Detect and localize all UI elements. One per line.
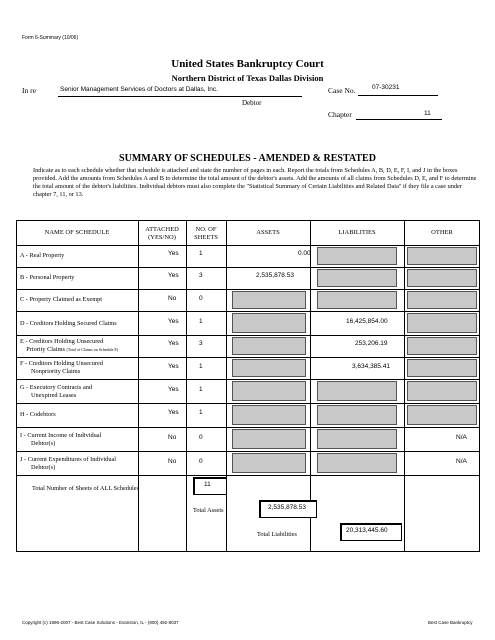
sheets-a: 1 (199, 250, 203, 257)
debtor-label: Debtor (242, 99, 262, 107)
row-divider (16, 311, 480, 312)
other-i: N/A (456, 434, 467, 441)
row-divider (16, 245, 480, 246)
header-attached-line1: ATTACHED (145, 226, 179, 233)
sheets-i: 0 (199, 434, 203, 441)
in-re-label: In re (22, 86, 36, 95)
row-name-f-line1: F - Creditors Holding Unsecured (20, 360, 103, 367)
row-name-e-priority: Priority Claims (26, 346, 65, 353)
row-divider (16, 475, 480, 476)
debtor-name: Senior Management Services of Doctors at Dallas, Inc. (60, 86, 218, 93)
header-liabilities: LIABILITIES (338, 229, 376, 236)
attached-h: Yes (168, 409, 179, 416)
row-divider (16, 335, 480, 336)
row-name-i-line2: Debtor(s) (31, 440, 56, 447)
attached-e: Yes (168, 340, 179, 347)
shaded-cell (407, 291, 477, 309)
row-name-g (20, 384, 92, 400)
attached-g: Yes (168, 386, 179, 393)
chapter-label: Chapter (328, 110, 352, 119)
assets-a: 0.00 (298, 250, 311, 257)
sheets-b: 3 (199, 272, 203, 279)
footer-copyright: Copyright (c) 1996-2007 - Best Case Solutions - Evanston, IL - (800) 492-8037 (22, 620, 179, 625)
attached-f: Yes (168, 363, 179, 370)
liabilities-e: 253,206.19 (355, 340, 388, 347)
attached-a: Yes (168, 250, 179, 257)
shaded-cell (317, 453, 397, 473)
header-sheets-line2: SHEETS (194, 234, 218, 241)
total-liabilities: 20,313,445.60 (346, 527, 388, 534)
shaded-cell (232, 291, 306, 309)
row-name-e-line2 (20, 346, 118, 354)
shaded-cell (407, 313, 477, 333)
court-title: United States Bankruptcy Court (171, 58, 324, 70)
shaded-cell (317, 291, 397, 309)
row-divider (16, 289, 480, 290)
shaded-cell (232, 313, 306, 333)
row-name-c: C - Property Claimed as Exempt (20, 296, 103, 303)
debtor-underline (58, 96, 302, 97)
col-divider (138, 220, 139, 552)
row-divider (16, 451, 480, 452)
attached-d: Yes (168, 318, 179, 325)
shaded-cell (317, 429, 397, 449)
header-sheets (186, 226, 226, 242)
shaded-cell (232, 429, 306, 449)
shaded-cell (407, 247, 477, 265)
chapter-number: 11 (424, 110, 431, 117)
total-sheets-label: Total Number of Sheets of ALL Schedules (32, 485, 140, 492)
row-name-f-line2: Nonpriority Claims (31, 368, 81, 375)
sheets-c: 0 (199, 295, 203, 302)
row-name-b: B - Personal Property (20, 274, 75, 281)
row-name-a: A - Real Property (20, 252, 65, 259)
row-name-i-line1: I - Current Income of Individual (20, 432, 102, 439)
sheets-j: 0 (199, 458, 203, 465)
attached-i: No (168, 434, 177, 441)
shaded-cell (232, 381, 306, 401)
assets-b: 2,535,878.53 (256, 272, 294, 279)
row-name-e-line1: E - Creditors Holding Unsecured (20, 338, 104, 345)
row-name-h: H - Codebtors (20, 411, 56, 418)
header-sheets-line1: NO. OF (195, 226, 217, 233)
liabilities-f: 3,634,385.41 (352, 363, 390, 370)
sheets-g: 1 (199, 386, 203, 393)
shaded-cell (407, 381, 477, 401)
shaded-cell (407, 359, 477, 377)
row-name-i (20, 432, 101, 448)
sheets-e: 3 (199, 340, 203, 347)
instructions: Indicate as to each schedule whether that schedule is attached and state the number of pages in each. Report the totals from Schedules A, B, D, E, F, I, and J in the boxes provided. Add the amounts from Schedules A and B to determine the total amount of the debtor's assets. Add the amounts of all claims from Schedules D, E, and F to determine the total amount of the debtor's liabilities. Individual debtors must also complete the "Statistical Summary of Certain Liabilities and Related Data" if they file a case under chapter 7, 11, or 13. (33, 167, 477, 198)
case-label: Case No. (328, 86, 356, 95)
liabilities-d: 16,425,854.00 (346, 318, 388, 325)
shaded-cell (317, 247, 397, 265)
row-name-e-note: (Total of Claims on Schedule E) (66, 347, 119, 352)
row-divider (16, 403, 480, 404)
footer-brand: Best Case Bankruptcy (428, 620, 473, 625)
row-name-g-line2: Unexpired Leases (31, 392, 77, 399)
col-divider (404, 220, 405, 552)
sheets-d: 1 (199, 318, 203, 325)
row-name-f (20, 360, 103, 376)
shaded-cell (232, 405, 306, 425)
total-assets: 2,535,878.53 (268, 504, 306, 511)
shaded-cell (407, 337, 477, 355)
row-name-d: D - Creditors Holding Secured Claims (20, 320, 117, 327)
shaded-cell (317, 405, 397, 425)
other-j: N/A (456, 458, 467, 465)
form-id: Form 6-Summary (10/06) (22, 35, 79, 41)
header-attached (138, 226, 186, 242)
attached-j: No (168, 458, 177, 465)
header-other: OTHER (431, 229, 453, 236)
row-name-j-line2: Debtor(s) (31, 464, 56, 471)
total-sheets: 11 (204, 481, 211, 488)
sheets-h: 1 (199, 409, 203, 416)
row-name-e (20, 338, 118, 354)
chapter-underline (356, 119, 442, 120)
row-divider (16, 379, 480, 380)
sheets-f: 1 (199, 363, 203, 370)
shaded-cell (232, 453, 306, 473)
col-divider (186, 220, 187, 552)
shaded-cell (407, 269, 477, 287)
shaded-cell (232, 359, 306, 377)
header-attached-line2: (YES/NO) (148, 234, 176, 241)
col-divider (226, 220, 227, 552)
total-liabilities-label: Total Liabilities (257, 531, 297, 538)
row-name-j (20, 456, 116, 472)
attached-c: No (168, 295, 177, 302)
shaded-cell (317, 381, 397, 401)
case-number: 07-30231 (372, 84, 400, 91)
row-name-g-line1: G - Executory Contracts and (20, 384, 93, 391)
shaded-cell (407, 405, 477, 425)
summary-title: SUMMARY OF SCHEDULES - AMENDED & RESTATED (119, 153, 376, 164)
shaded-cell (317, 269, 397, 287)
attached-b: Yes (168, 272, 179, 279)
district-title: Northern District of Texas Dallas Division (171, 73, 324, 83)
total-assets-label: Total Assets (193, 507, 224, 514)
case-underline (358, 95, 438, 96)
row-name-j-line1: J - Current Expenditures of Individual (20, 456, 117, 463)
shaded-cell (232, 337, 306, 355)
header-assets: ASSETS (256, 229, 280, 236)
row-divider (16, 357, 480, 358)
row-divider (16, 267, 480, 268)
row-divider (16, 427, 480, 428)
header-name: NAME OF SCHEDULE (44, 229, 110, 236)
